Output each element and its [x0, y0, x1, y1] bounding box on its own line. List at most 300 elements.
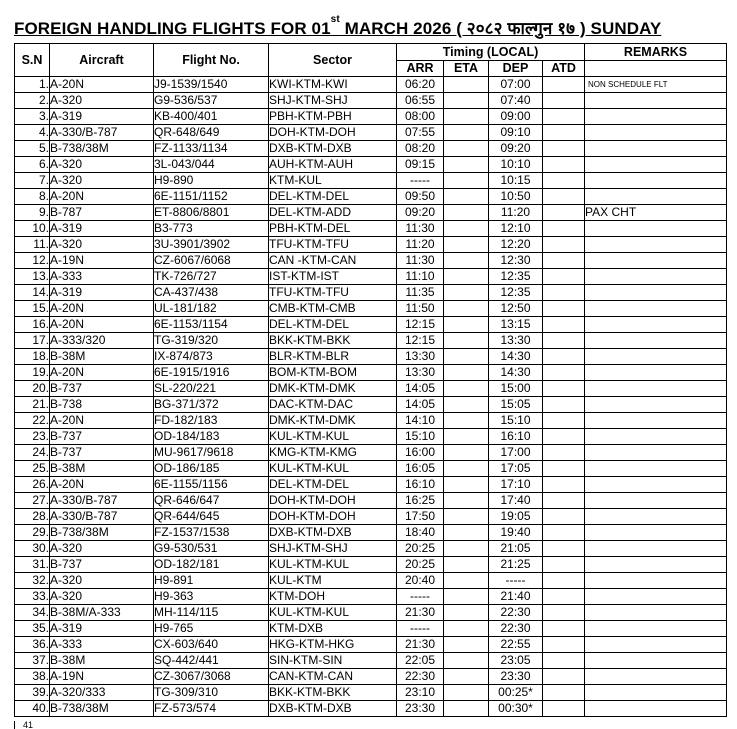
- cell-flight-no: G9-536/537: [154, 93, 269, 109]
- cell-sector: KUL-KTM-KUL: [269, 461, 397, 477]
- cell-aircraft: A-20N: [50, 77, 154, 93]
- cell-sn: 18.: [15, 349, 50, 365]
- cell-flight-no: OD-186/185: [154, 461, 269, 477]
- cell-sn: 9.: [15, 205, 50, 221]
- cell-dep: 17:10: [489, 477, 543, 493]
- cell-dep: 21:05: [489, 541, 543, 557]
- cell-dep: 11:20: [489, 205, 543, 221]
- cell-aircraft: A-20N: [50, 413, 154, 429]
- cell-sector: BKK-KTM-BKK: [269, 333, 397, 349]
- cell-atd: [543, 77, 585, 93]
- cell-remarks: [585, 461, 727, 477]
- table-row: [15, 381, 727, 397]
- cell-eta: [444, 125, 489, 141]
- cell-arr: 17:50: [397, 509, 444, 525]
- cell-sn: 19.: [15, 365, 50, 381]
- cell-dep: 12:35: [489, 269, 543, 285]
- cell-sector: DEL-KTM-DEL: [269, 317, 397, 333]
- cell-arr: 08:20: [397, 141, 444, 157]
- cell-atd: [543, 621, 585, 637]
- cell-sn: 16.: [15, 317, 50, 333]
- cell-eta: [444, 237, 489, 253]
- cell-atd: [543, 429, 585, 445]
- cell-dep: 12:35: [489, 285, 543, 301]
- cell-flight-no: CX-603/640: [154, 637, 269, 653]
- cell-arr: 16:00: [397, 445, 444, 461]
- cell-flight-no: CA-437/438: [154, 285, 269, 301]
- cell-atd: [543, 653, 585, 669]
- cell-sn: 2.: [15, 93, 50, 109]
- cell-dep: 14:30: [489, 349, 543, 365]
- cell-remarks: [585, 493, 727, 509]
- cell-aircraft: A-319: [50, 221, 154, 237]
- cell-atd: [543, 349, 585, 365]
- cell-flight-no: FZ-1133/1134: [154, 141, 269, 157]
- table-row: [15, 493, 727, 509]
- table-row: [15, 413, 727, 429]
- table-row: [15, 557, 727, 573]
- cell-aircraft: B-38M: [50, 653, 154, 669]
- cell-flight-no: TG-319/320: [154, 333, 269, 349]
- cell-sn: 29.: [15, 525, 50, 541]
- table-row: [15, 173, 727, 189]
- cell-dep: 09:00: [489, 109, 543, 125]
- table-row: [15, 317, 727, 333]
- cell-sector: TFU-KTM-TFU: [269, 285, 397, 301]
- header-eta: ETA: [444, 61, 489, 77]
- cell-dep: 07:40: [489, 93, 543, 109]
- cell-dep: 15:10: [489, 413, 543, 429]
- title-suffix: MARCH 2026 ( २०८२ फाल्गुन १७ ) SUNDAY: [339, 19, 662, 38]
- cell-dep: 09:20: [489, 141, 543, 157]
- cell-sn: 31.: [15, 557, 50, 573]
- cell-remarks: [585, 173, 727, 189]
- cell-atd: [543, 237, 585, 253]
- cell-dep: 12:20: [489, 237, 543, 253]
- cell-remarks: [585, 605, 727, 621]
- cell-flight-no: 6E-1151/1152: [154, 189, 269, 205]
- cell-dep: 13:15: [489, 317, 543, 333]
- cell-dep: 19:05: [489, 509, 543, 525]
- cell-sn: 30.: [15, 541, 50, 557]
- cell-sector: CMB-KTM-CMB: [269, 301, 397, 317]
- table-row: [15, 397, 727, 413]
- cell-aircraft: B-38M: [50, 349, 154, 365]
- cell-sector: DAC-KTM-DAC: [269, 397, 397, 413]
- cell-flight-no: MU-9617/9618: [154, 445, 269, 461]
- table-row: [15, 445, 727, 461]
- cell-eta: [444, 381, 489, 397]
- cell-dep: 12:50: [489, 301, 543, 317]
- cell-flight-no: H9-891: [154, 573, 269, 589]
- cell-sn: 1.: [15, 77, 50, 93]
- cell-aircraft: A-320: [50, 237, 154, 253]
- table-row: [15, 285, 727, 301]
- cell-arr: 23:10: [397, 685, 444, 701]
- cell-sector: AUH-KTM-AUH: [269, 157, 397, 173]
- cell-eta: [444, 109, 489, 125]
- cell-sector: KUL-KTM-KUL: [269, 557, 397, 573]
- cell-atd: [543, 221, 585, 237]
- cell-eta: [444, 653, 489, 669]
- cell-remarks: [585, 509, 727, 525]
- cell-aircraft: B-737: [50, 557, 154, 573]
- cell-eta: [444, 573, 489, 589]
- cell-aircraft: B-738: [50, 397, 154, 413]
- header-sector: Sector: [269, 44, 397, 77]
- cell-flight-no: J9-1539/1540: [154, 77, 269, 93]
- cell-eta: [444, 253, 489, 269]
- cell-remarks: [585, 429, 727, 445]
- cell-atd: [543, 189, 585, 205]
- partial-row-sn: 41: [23, 721, 34, 729]
- cell-flight-no: QR-644/645: [154, 509, 269, 525]
- cell-flight-no: TK-726/727: [154, 269, 269, 285]
- cell-atd: [543, 557, 585, 573]
- cell-atd: [543, 461, 585, 477]
- cell-dep: 00:30*: [489, 701, 543, 717]
- cell-remarks: [585, 109, 727, 125]
- cell-sector: DEL-KTM-DEL: [269, 189, 397, 205]
- cell-sn: 22.: [15, 413, 50, 429]
- cell-atd: [543, 109, 585, 125]
- title-prefix: FOREIGN HANDLING FLIGHTS FOR 01: [14, 19, 331, 38]
- cell-eta: [444, 301, 489, 317]
- cell-sector: DXB-KTM-DXB: [269, 525, 397, 541]
- cell-atd: [543, 413, 585, 429]
- cell-dep: 12:30: [489, 253, 543, 269]
- cell-dep: 22:30: [489, 605, 543, 621]
- cell-eta: [444, 365, 489, 381]
- cell-atd: [543, 365, 585, 381]
- cell-eta: [444, 669, 489, 685]
- cell-aircraft: B-737: [50, 381, 154, 397]
- cell-sn: 32.: [15, 573, 50, 589]
- cell-atd: [543, 541, 585, 557]
- cell-atd: [543, 269, 585, 285]
- cell-remarks: [585, 349, 727, 365]
- table-row: [15, 701, 727, 717]
- cell-atd: [543, 253, 585, 269]
- cell-eta: [444, 461, 489, 477]
- cell-arr: 11:30: [397, 221, 444, 237]
- cell-eta: [444, 317, 489, 333]
- cell-sector: DOH-KTM-DOH: [269, 493, 397, 509]
- cell-sn: 15.: [15, 301, 50, 317]
- header-flight-no: Flight No.: [154, 44, 269, 77]
- cell-sector: KTM-KUL: [269, 173, 397, 189]
- cell-eta: [444, 77, 489, 93]
- cell-sn: 38.: [15, 669, 50, 685]
- cell-sn: 11.: [15, 237, 50, 253]
- cell-atd: [543, 701, 585, 717]
- cell-arr: 09:20: [397, 205, 444, 221]
- header-sn: S.N: [15, 44, 50, 77]
- cell-flight-no: 6E-1153/1154: [154, 317, 269, 333]
- table-row: [15, 541, 727, 557]
- cell-remarks: [585, 253, 727, 269]
- cell-aircraft: A-333: [50, 269, 154, 285]
- cell-sn: 34.: [15, 605, 50, 621]
- cell-sn: 35.: [15, 621, 50, 637]
- cell-sn: 10.: [15, 221, 50, 237]
- header-timing: Timing (LOCAL): [397, 44, 585, 61]
- cell-arr: 11:10: [397, 269, 444, 285]
- table-row: [15, 637, 727, 653]
- header-dep: DEP: [489, 61, 543, 77]
- cell-arr: 20:25: [397, 541, 444, 557]
- cell-remarks: [585, 269, 727, 285]
- cell-sector: BKK-KTM-BKK: [269, 685, 397, 701]
- cell-aircraft: A-20N: [50, 365, 154, 381]
- cell-dep: -----: [489, 573, 543, 589]
- cell-sn: 13.: [15, 269, 50, 285]
- cell-sector: SHJ-KTM-SHJ: [269, 93, 397, 109]
- cell-arr: 14:05: [397, 397, 444, 413]
- cell-flight-no: QR-646/647: [154, 493, 269, 509]
- cell-eta: [444, 621, 489, 637]
- cell-aircraft: A-320: [50, 173, 154, 189]
- cell-eta: [444, 637, 489, 653]
- cell-aircraft: B-787: [50, 205, 154, 221]
- table-row: [15, 477, 727, 493]
- page-title: [14, 16, 661, 39]
- cell-aircraft: B-738/38M: [50, 141, 154, 157]
- cell-dep: 19:40: [489, 525, 543, 541]
- cell-arr: 13:30: [397, 349, 444, 365]
- cell-aircraft: B-38M/A-333: [50, 605, 154, 621]
- cell-arr: 22:05: [397, 653, 444, 669]
- cell-sector: DMK-KTM-DMK: [269, 413, 397, 429]
- cell-arr: 21:30: [397, 637, 444, 653]
- cell-arr: 06:55: [397, 93, 444, 109]
- cell-remarks: [585, 221, 727, 237]
- cell-atd: [543, 205, 585, 221]
- cell-remarks: [585, 621, 727, 637]
- cell-arr: 22:30: [397, 669, 444, 685]
- cell-arr: -----: [397, 589, 444, 605]
- cell-remarks: [585, 125, 727, 141]
- cell-remarks: [585, 397, 727, 413]
- cell-sn: 4.: [15, 125, 50, 141]
- cell-flight-no: 6E-1915/1916: [154, 365, 269, 381]
- cell-dep: 10:10: [489, 157, 543, 173]
- table-row: [15, 93, 727, 109]
- cell-sn: 14.: [15, 285, 50, 301]
- header-remarks-blank: [585, 61, 727, 77]
- cell-flight-no: CZ-6067/6068: [154, 253, 269, 269]
- cell-dep: 07:00: [489, 77, 543, 93]
- cell-eta: [444, 141, 489, 157]
- cell-arr: 18:40: [397, 525, 444, 541]
- cell-remarks: [585, 365, 727, 381]
- cell-atd: [543, 157, 585, 173]
- cell-arr: 16:25: [397, 493, 444, 509]
- cell-remarks: [585, 237, 727, 253]
- cell-remarks: [585, 157, 727, 173]
- cell-atd: [543, 285, 585, 301]
- cell-arr: 12:15: [397, 333, 444, 349]
- cell-arr: 12:15: [397, 317, 444, 333]
- cell-sector: KTM-DOH: [269, 589, 397, 605]
- cell-sn: 28.: [15, 509, 50, 525]
- cell-sn: 21.: [15, 397, 50, 413]
- cell-eta: [444, 589, 489, 605]
- cell-aircraft: A-20N: [50, 317, 154, 333]
- cell-arr: 21:30: [397, 605, 444, 621]
- cell-remarks: [585, 189, 727, 205]
- table-row: [15, 589, 727, 605]
- header-arr: ARR: [397, 61, 444, 77]
- cell-sn: 25.: [15, 461, 50, 477]
- cell-flight-no: SQ-442/441: [154, 653, 269, 669]
- table-row: [15, 653, 727, 669]
- table-row: [15, 157, 727, 173]
- cell-dep: 12:10: [489, 221, 543, 237]
- cell-dep: 22:30: [489, 621, 543, 637]
- table-row: [15, 77, 727, 93]
- cell-dep: 15:00: [489, 381, 543, 397]
- cell-eta: [444, 189, 489, 205]
- cell-sector: CAN -KTM-CAN: [269, 253, 397, 269]
- cell-sector: CAN-KTM-CAN: [269, 669, 397, 685]
- cell-flight-no: B3-773: [154, 221, 269, 237]
- cell-aircraft: A-20N: [50, 189, 154, 205]
- cell-arr: 11:30: [397, 253, 444, 269]
- cell-remarks: [585, 301, 727, 317]
- table-row: [15, 109, 727, 125]
- cell-flight-no: H9-363: [154, 589, 269, 605]
- cell-eta: [444, 509, 489, 525]
- table-row: [15, 349, 727, 365]
- cell-flight-no: 3U-3901/3902: [154, 237, 269, 253]
- table-row: [15, 301, 727, 317]
- cell-dep: 16:10: [489, 429, 543, 445]
- table-row: [15, 205, 727, 221]
- cell-sector: PBH-KTM-PBH: [269, 109, 397, 125]
- cell-sector: SIN-KTM-SIN: [269, 653, 397, 669]
- cell-flight-no: MH-114/115: [154, 605, 269, 621]
- table-row: [15, 685, 727, 701]
- cell-atd: [543, 445, 585, 461]
- cell-dep: 21:25: [489, 557, 543, 573]
- cell-sector: SHJ-KTM-SHJ: [269, 541, 397, 557]
- cell-sector: TFU-KTM-TFU: [269, 237, 397, 253]
- cell-atd: [543, 477, 585, 493]
- cell-atd: [543, 525, 585, 541]
- cell-arr: -----: [397, 621, 444, 637]
- cell-remarks: [585, 637, 727, 653]
- table-row: [15, 333, 727, 349]
- cell-flight-no: FZ-573/574: [154, 701, 269, 717]
- title-ordinal-suffix: st: [330, 14, 340, 25]
- cell-sector: DOH-KTM-DOH: [269, 125, 397, 141]
- cell-aircraft: A-320/333: [50, 685, 154, 701]
- cell-atd: [543, 493, 585, 509]
- cell-sn: 20.: [15, 381, 50, 397]
- cell-eta: [444, 285, 489, 301]
- cell-eta: [444, 525, 489, 541]
- cell-eta: [444, 333, 489, 349]
- table-row: [15, 365, 727, 381]
- cell-sector: KTM-DXB: [269, 621, 397, 637]
- cell-dep: 10:50: [489, 189, 543, 205]
- cell-arr: 15:10: [397, 429, 444, 445]
- cell-aircraft: A-319: [50, 109, 154, 125]
- cell-remarks: [585, 381, 727, 397]
- cell-arr: -----: [397, 173, 444, 189]
- cell-arr: 11:20: [397, 237, 444, 253]
- cell-atd: [543, 637, 585, 653]
- cell-dep: 00:25*: [489, 685, 543, 701]
- cell-sn: 5.: [15, 141, 50, 157]
- cell-flight-no: UL-181/182: [154, 301, 269, 317]
- cell-remarks: [585, 285, 727, 301]
- cell-sector: KUL-KTM-KUL: [269, 429, 397, 445]
- cell-flight-no: OD-182/181: [154, 557, 269, 573]
- cell-aircraft: A-319: [50, 285, 154, 301]
- cell-aircraft: A-319: [50, 621, 154, 637]
- cell-eta: [444, 445, 489, 461]
- cell-sector: PBH-KTM-DEL: [269, 221, 397, 237]
- cell-sn: 17.: [15, 333, 50, 349]
- table-row: [15, 621, 727, 637]
- cell-aircraft: A-330/B-787: [50, 509, 154, 525]
- cell-eta: [444, 269, 489, 285]
- cell-remarks: [585, 589, 727, 605]
- cell-aircraft: A-333: [50, 637, 154, 653]
- cell-flight-no: 3L-043/044: [154, 157, 269, 173]
- cell-sn: 33.: [15, 589, 50, 605]
- cell-flight-no: SL-220/221: [154, 381, 269, 397]
- cell-eta: [444, 605, 489, 621]
- cell-eta: [444, 221, 489, 237]
- cell-sn: 3.: [15, 109, 50, 125]
- header-remarks: REMARKS: [585, 44, 727, 61]
- cell-remarks: [585, 557, 727, 573]
- cell-aircraft: A-20N: [50, 301, 154, 317]
- cell-aircraft: A-330/B-787: [50, 493, 154, 509]
- cell-sector: DEL-KTM-DEL: [269, 477, 397, 493]
- cell-remarks: [585, 701, 727, 717]
- cell-eta: [444, 349, 489, 365]
- cell-sn: 12.: [15, 253, 50, 269]
- cell-sector: HKG-KTM-HKG: [269, 637, 397, 653]
- cell-sn: 6.: [15, 157, 50, 173]
- cell-sn: 37.: [15, 653, 50, 669]
- cell-aircraft: A-320: [50, 589, 154, 605]
- cell-atd: [543, 605, 585, 621]
- table-row: [15, 221, 727, 237]
- cell-eta: [444, 429, 489, 445]
- cell-remarks: [585, 669, 727, 685]
- cell-aircraft: A-320: [50, 541, 154, 557]
- cell-dep: 10:15: [489, 173, 543, 189]
- cell-flight-no: FZ-1537/1538: [154, 525, 269, 541]
- cell-eta: [444, 205, 489, 221]
- cell-arr: 14:05: [397, 381, 444, 397]
- cell-aircraft: A-320: [50, 157, 154, 173]
- cell-arr: 07:55: [397, 125, 444, 141]
- cell-remarks: [585, 573, 727, 589]
- cell-atd: [543, 509, 585, 525]
- cell-aircraft: A-330/B-787: [50, 125, 154, 141]
- cell-eta: [444, 173, 489, 189]
- cell-arr: 20:40: [397, 573, 444, 589]
- cell-eta: [444, 413, 489, 429]
- cell-dep: 14:30: [489, 365, 543, 381]
- cell-atd: [543, 381, 585, 397]
